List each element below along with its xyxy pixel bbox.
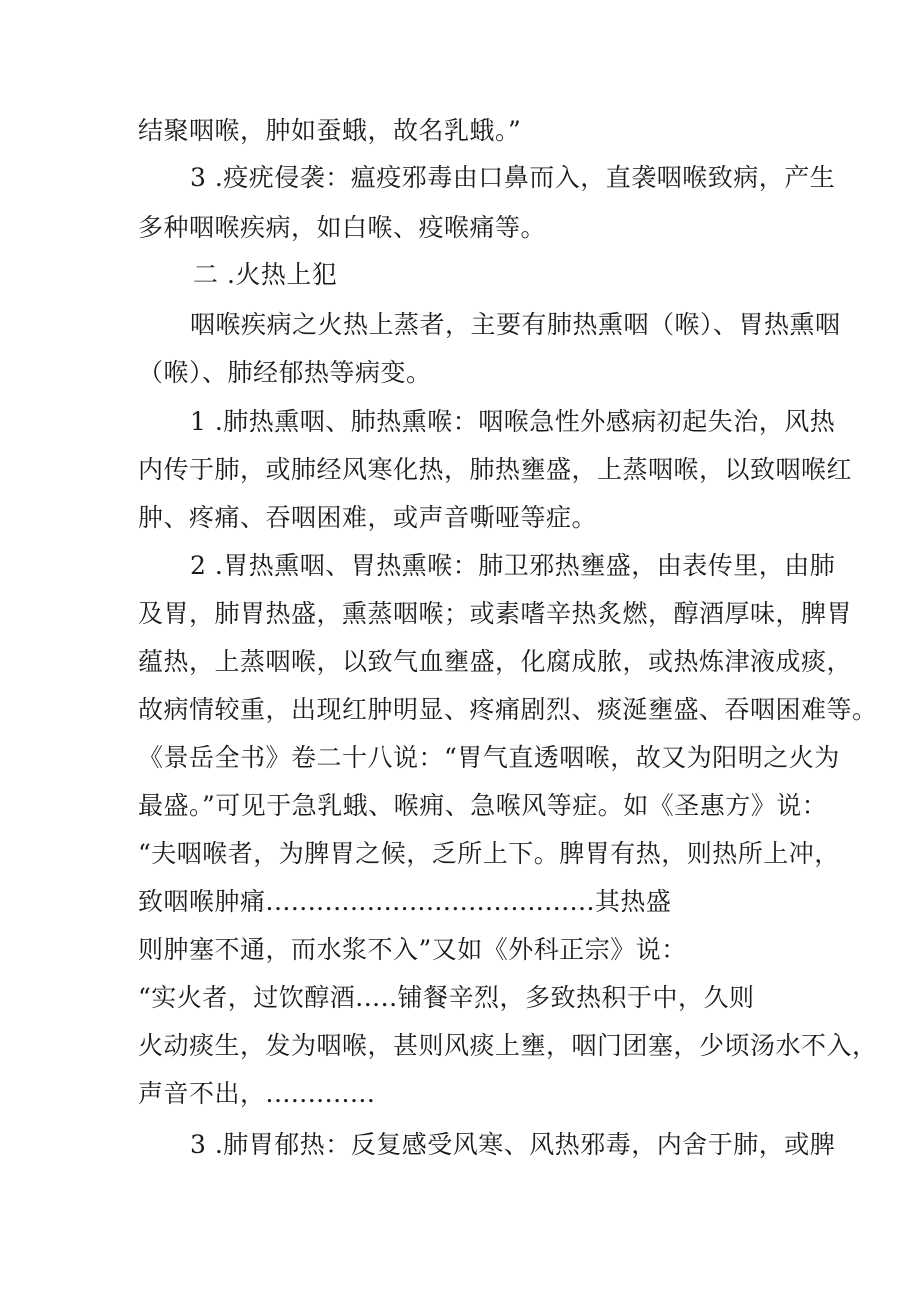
text-line: （喉）、肺经郁热等病变。 (138, 358, 432, 387)
text-line: 火动痰生，发为咽喉，甚则风痰上壅，咽门团塞，少顷汤水不入， (138, 1031, 878, 1060)
text-line: 内传于肺，或肺经风寒化热，肺热壅盛，上蒸咽喉，以致咽喉红 (138, 455, 853, 484)
text-line: 最盛。”可见于急乳蛾、喉痈、急喉风等症。如《圣惠方》说： (138, 791, 828, 820)
text-line: 蕴热，上蒸咽喉，以致气血壅盛，化腐成脓，或热炼津液成痰， (138, 647, 853, 676)
text-line: 多种咽喉疾病，如白喉、疫喉痛等。 (138, 213, 547, 242)
text-line: 结聚咽喉，肿如蚕蛾，故名乳蛾。” (138, 116, 522, 145)
text-line: 1 .肺热熏咽、肺热熏喉：咽喉急性外感病初起失治，风热 (190, 407, 836, 436)
text-line: 则肿塞不通，而水浆不入”又如《外科正宗》说： (138, 935, 687, 964)
text-line: 故病情较重，出现红肿明显、疼痛剧烈、痰涎壅盛、吞咽困难等。 (138, 695, 878, 724)
text-line: 及胃，肺胃热盛，熏蒸咽喉；或素嗜辛热炙燃，醇酒厚味，脾胃 (138, 599, 853, 628)
text-line: 《景岳全书》卷二十八说：“胃气直透咽喉，故又为阳明之火为 (138, 743, 840, 772)
text-line: 咽喉疾病之火热上蒸者，主要有肺热熏咽（喉）、胃热熏咽 (190, 310, 841, 339)
text-line: 声音不出，............. (138, 1079, 376, 1108)
text-line: 2 .胃热熏咽、胃热熏喉：肺卫邪热壅盛，由表传里，由肺 (190, 551, 836, 580)
text-line: 致咽喉肿痛.......................................其热盛 (138, 887, 672, 916)
section-heading: 二 .火热上犯 (193, 260, 338, 289)
text-line: 3 .肺胃郁热：反复感受风寒、风热邪毒，内舍于肺，或脾 (190, 1130, 836, 1159)
text-line: 3 .疫疣侵袭：瘟疫邪毒由口鼻而入，直袭咽喉致病，产生 (190, 163, 836, 192)
text-line: 肿、疼痛、吞咽困难，或声音嘶哑等症。 (138, 503, 598, 532)
text-line: “夫咽喉者，为脾胃之候，乏所上下。脾胃有热，则热所上冲， (138, 839, 840, 868)
text-line: “实火者，过饮醇酒.....铺餐辛烈，多致热积于中，久则 (138, 983, 755, 1012)
